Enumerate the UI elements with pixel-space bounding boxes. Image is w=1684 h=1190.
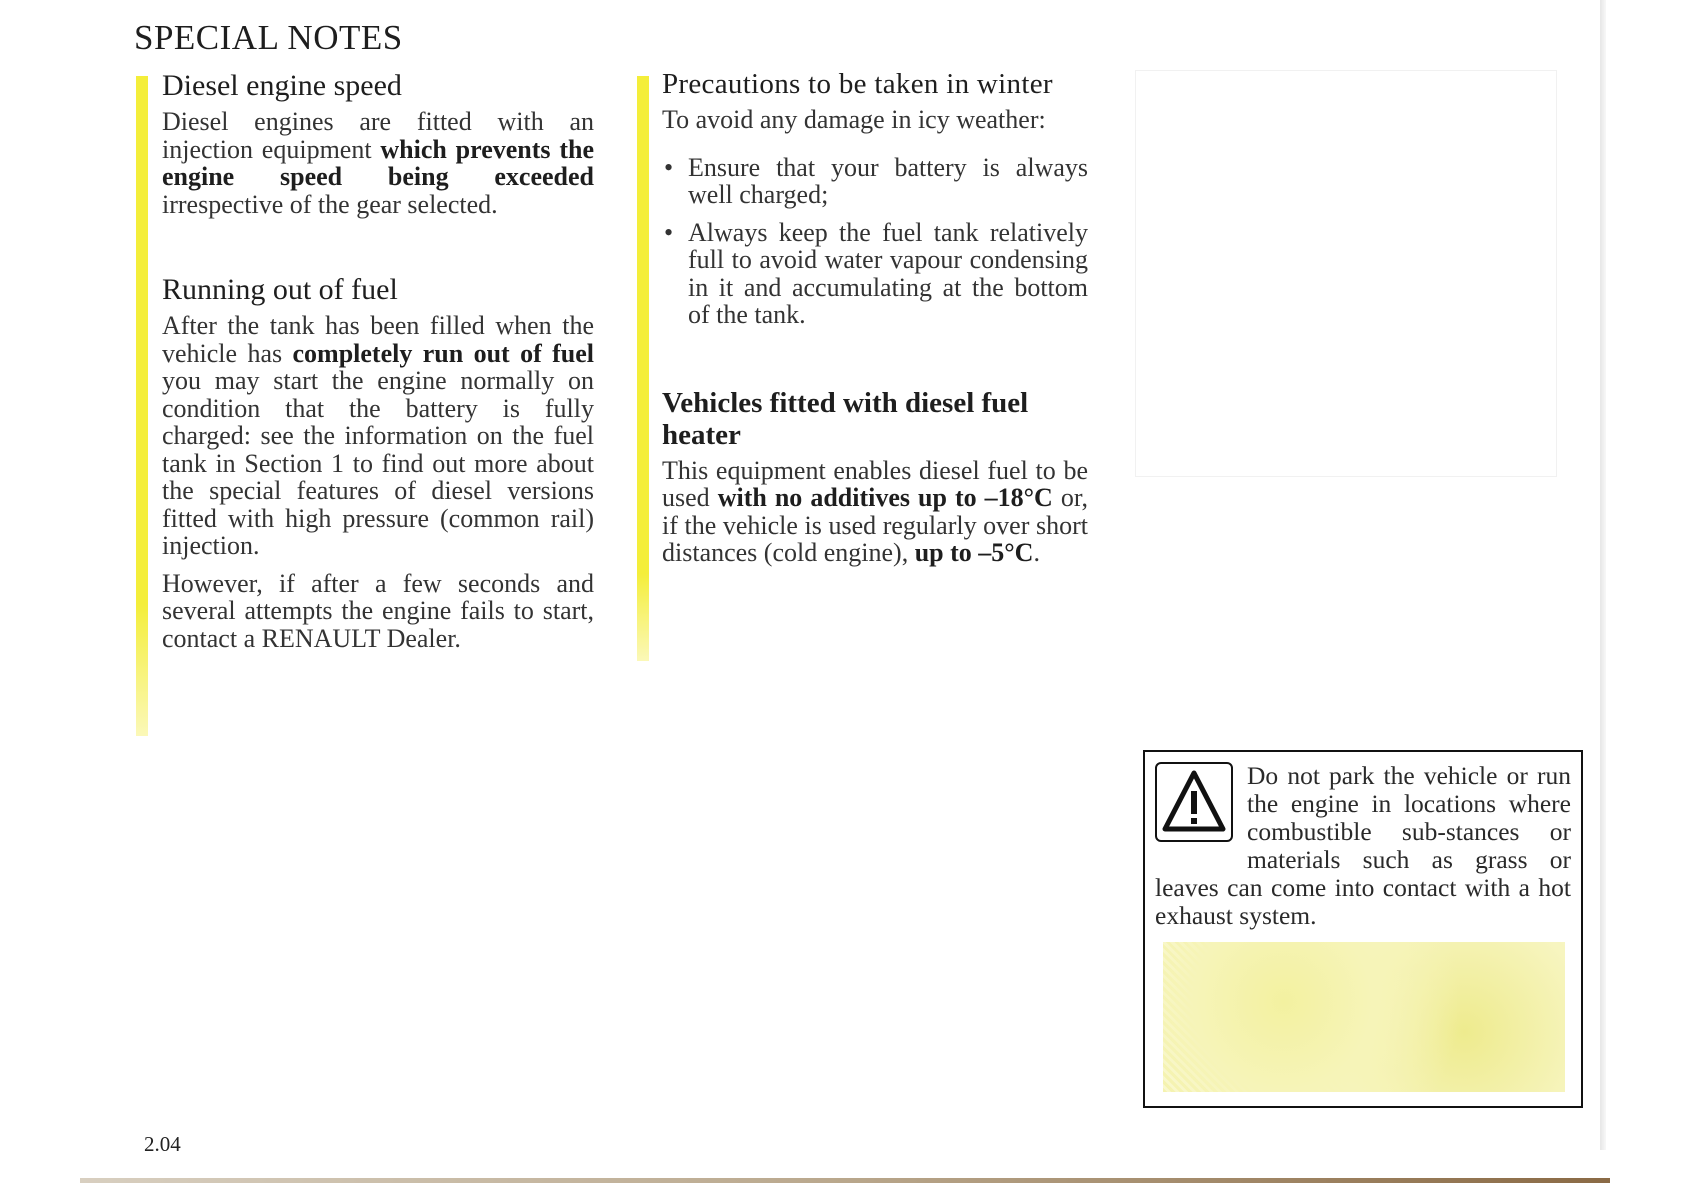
page-number: 2.04 xyxy=(144,1132,181,1156)
middle-column-marker xyxy=(637,76,649,661)
warning-illustration xyxy=(1163,942,1565,1092)
diesel-speed-text-part: Diesel engines are fitted with an injection equipment xyxy=(162,107,594,164)
warning-icon-spacer xyxy=(1155,762,1247,870)
running-out-of-fuel-text xyxy=(162,312,594,560)
diesel-engine-speed-text xyxy=(162,108,594,218)
heater-text-part: This equipment enables diesel fuel to be used xyxy=(662,455,1088,512)
running-out-text-part: After the tank has been filled when the vehicle has xyxy=(162,311,594,368)
running-out-emphasis: completely run out of fuel xyxy=(292,338,594,368)
diesel-speed-emphasis: which prevents the engine speed being exceeded xyxy=(162,134,594,191)
winter-precautions-heading: Precautions to be taken in winter xyxy=(662,68,1053,100)
running-out-of-fuel-section xyxy=(162,274,594,652)
winter-precautions-list xyxy=(662,154,1088,329)
winter-precautions-intro: To avoid any damage in icy weather: xyxy=(662,105,1046,134)
winter-precautions-section xyxy=(662,68,1088,329)
left-column-marker xyxy=(136,76,148,736)
heater-text-part: . xyxy=(1033,538,1040,567)
list-item xyxy=(662,219,1088,329)
diesel-fuel-heater-heading: Vehicles fitted with diesel fuel heater xyxy=(662,386,1029,451)
list-item xyxy=(662,154,1088,209)
page-title: SPECIAL NOTES xyxy=(134,18,403,57)
diesel-engine-speed-heading: Diesel engine speed xyxy=(162,69,402,102)
heater-emphasis: up to –5°C xyxy=(914,538,1034,567)
running-out-of-fuel-heading: Running out of fuel xyxy=(162,273,398,306)
running-out-text-part: you may start the engine normally on condition that the battery is fully charged: see the information on the fuel tank in Section 1 to find out more about the special features of diesel versions fitted with high pressure (common rail) injection. xyxy=(162,366,594,560)
heater-emphasis: with no additives up to –18°C xyxy=(717,483,1053,512)
warning-box xyxy=(1143,750,1583,1108)
show-through-frame xyxy=(1135,70,1557,477)
diesel-fuel-heater-section xyxy=(662,387,1088,567)
diesel-engine-speed-section xyxy=(162,70,594,218)
warning-text xyxy=(1155,762,1571,930)
middle-column xyxy=(662,68,1088,567)
list-item-text: Always keep the fuel tank relatively full to avoid water vapour condensing in it and accumulating at the bottom of the tank. xyxy=(688,217,1088,329)
bullet-icon: • xyxy=(664,217,674,247)
diesel-speed-text-part: irrespective of the gear selected. xyxy=(162,189,498,219)
running-out-dealer-text: However, if after a few seconds and several attempts the engine fails to start, contact a RENAULT Dealer. xyxy=(162,568,594,653)
warning-message: Do not park the vehicle or run the engine in locations where combustible sub-stances or materials such as grass or leaves can come into contact with a hot exhaust system. xyxy=(1155,761,1571,930)
bullet-icon: • xyxy=(664,152,674,182)
page-edge xyxy=(1600,0,1606,1150)
left-column xyxy=(162,70,594,652)
page-bottom-edge xyxy=(80,1178,1610,1183)
heater-text-part: or, if the vehicle is used regularly over short distances (cold engine), xyxy=(662,483,1088,567)
list-item-text: Ensure that your battery is always well charged; xyxy=(688,152,1088,209)
diesel-fuel-heater-text xyxy=(662,457,1088,567)
